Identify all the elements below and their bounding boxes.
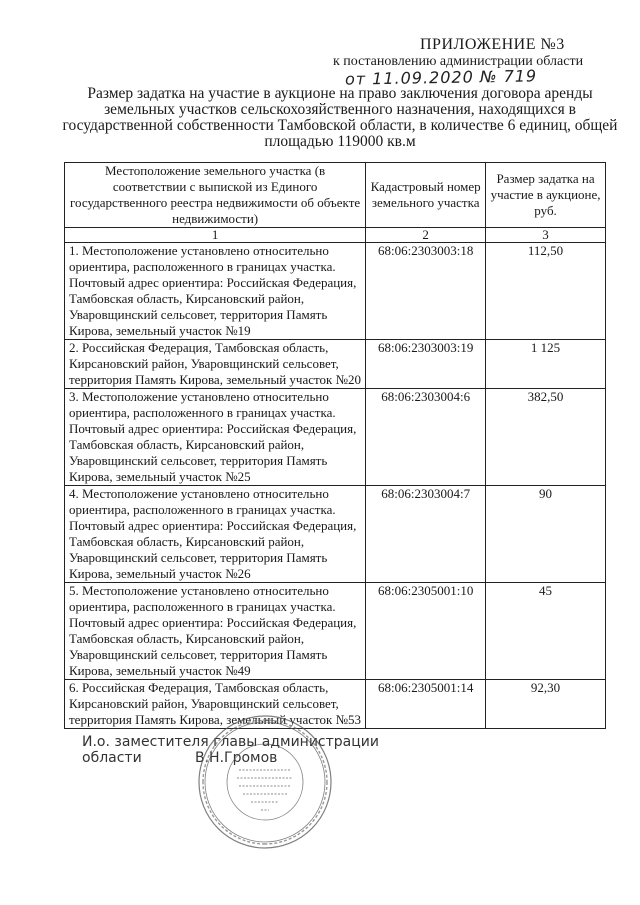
cadastral-cell: 68:06:2305001:14 [366,680,486,729]
table-row [65,680,606,729]
position-line: области [82,750,142,766]
deposit-cell: 45 [486,583,606,680]
table-row [65,389,606,486]
deposit-table [64,162,606,729]
deposit-cell: 1 125 [486,340,606,389]
cadastral-cell: 68:06:2303004:6 [366,389,486,486]
deposit-cell: 92,30 [486,680,606,729]
header-location: Местоположение земельного участка (в соответствии с выпиской из Единого государственного реестра недвижимости об объекте недвижимости) [65,163,366,228]
location-cell: 3. Местоположение установлено относительно ориентира, расположенного в границах участка. Почтовый адрес ориентира: Российская Федерация, Тамбовская область, Кирсановский район, Уваровщинский сельсовет, территория Память Кирова, земельный участок №25 [65,389,366,486]
deposit-cell: 112,50 [486,243,606,340]
column-number: 1 [65,228,366,243]
location-cell: 1. Местоположение установлено относительно ориентира, расположенного в границах участка. Почтовый адрес ориентира: Российская Федерация, Тамбовская область, Кирсановский район, Уваровщинский сельсовет, территория Память Кирова, земельный участок №19 [65,243,366,340]
column-number: 3 [486,228,606,243]
table-row [65,486,606,583]
official-seal-icon [195,712,335,852]
document-title: Размер задатка на участие в аукционе на право заключения договора аренды земельных участков сельскохозяйственного назначения, находящихся в государственной собственности Тамбовской области, в количестве 6 единиц, общей площадью 119000 кв.м [62,85,618,150]
table-header-row [65,163,606,228]
table-row [65,583,606,680]
location-cell: 2. Российская Федерация, Тамбовская область, Кирсановский район, Уваровщинский сельсовет, территория Память Кирова, земельный участок №20 [65,340,366,389]
cadastral-cell: 68:06:2303004:7 [366,486,486,583]
column-number: 2 [366,228,486,243]
deposit-cell: 382,50 [486,389,606,486]
table-row [65,340,606,389]
resolution-reference: к постановлению администрации области [333,54,584,69]
appendix-label: ПРИЛОЖЕНИЕ №3 [420,36,565,53]
handwritten-date: от 11.09.2020 № 719 [344,66,538,89]
location-cell: 5. Местоположение установлено относительно ориентира, расположенного в границах участка. Почтовый адрес ориентира: Российская Федерация, Тамбовская область, Кирсановский район, Уваровщинский сельсовет, территория Память Кирова, земельный участок №49 [65,583,366,680]
cadastral-cell: 68:06:2303003:18 [366,243,486,340]
column-number-row [65,228,606,243]
table-row [65,243,606,340]
position-line: И.о. заместителя главы администрации [82,734,379,750]
header-cadastral: Кадастровый номер земельного участка [366,163,486,228]
deposit-cell: 90 [486,486,606,583]
signatory-name: В.Н.Громов [195,750,278,766]
location-cell: 4. Местоположение установлено относительно ориентира, расположенного в границах участка. Почтовый адрес ориентира: Российская Федерация, Тамбовская область, Кирсановский район, Уваровщинский сельсовет, территория Память Кирова, земельный участок №26 [65,486,366,583]
cadastral-cell: 68:06:2305001:10 [366,583,486,680]
header-deposit: Размер задатка на участие в аукционе, руб. [486,163,606,228]
location-cell: 6. Российская Федерация, Тамбовская область, Кирсановский район, Уваровщинский сельсовет, территория Память Кирова, земельный участок №53 [65,680,366,729]
cadastral-cell: 68:06:2303003:19 [366,340,486,389]
